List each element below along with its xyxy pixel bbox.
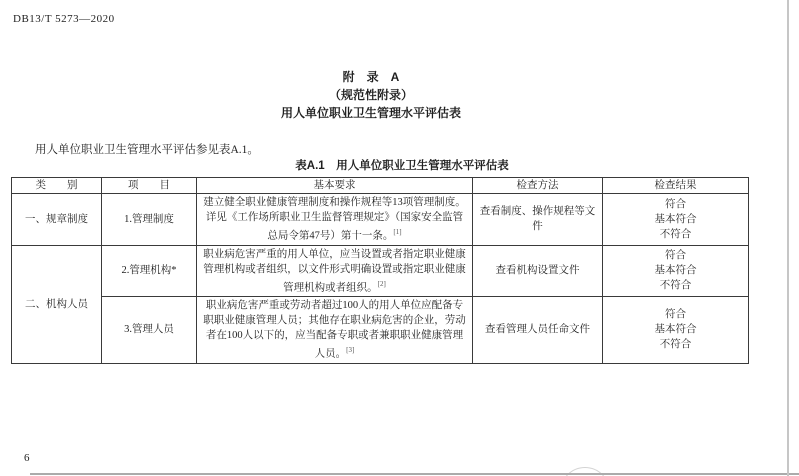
page-number: 6 [24,452,30,464]
header-result: 检查结果 [603,178,749,194]
standard-number: DB13/T 5273—2020 [13,13,115,25]
cell-method: 查看制度、操作规程等文件 [473,194,603,246]
result-option: 基本符合 [654,213,697,225]
cell-method: 查看机构设置文件 [473,245,603,297]
table-header-row [12,178,749,194]
cell-item: 3.管理人员 [102,297,197,364]
cell-result [603,245,749,297]
requirement-text: 职业病危害严重或劳动者超过100人的用人单位应配备专职职业健康管理人员；其他存在职业病危害的企业，劳动者在100人以下的，应当配备专职或者兼职职业健康管理人员。 [203,300,466,360]
cell-category-merged: 二、机构人员 [12,245,102,363]
table-row [12,297,749,364]
result-option: 符合 [665,198,686,210]
table-row [12,194,749,246]
appendix-table-name: 用人单位职业卫生管理水平评估表 [280,106,461,120]
cell-result [603,194,749,246]
appendix-heading [0,68,742,122]
table-caption: 表A.1 用人单位职业卫生管理水平评估表 [295,160,509,172]
result-option: 不符合 [659,228,692,240]
result-option: 不符合 [659,280,692,292]
cell-result [603,297,749,364]
footnote-ref: [1] [393,228,402,236]
table-row [12,245,749,297]
result-option: 基本符合 [654,265,697,277]
result-option: 基本符合 [654,324,697,336]
cell-method: 查看管理人员任命文件 [473,297,603,364]
cell-requirement [197,194,473,246]
footnote-ref: [2] [377,279,386,288]
cell-item: 1.管理制度 [102,194,197,246]
scan-edge-bottom [30,473,799,475]
header-item: 项 目 [102,178,197,194]
requirement-text: 建立健全职业健康管理制度和操作规程等13项管理制度。详见《工作场所职业卫生监督管理规定》（国家安全监管总局令第47号）第十一条。 [203,197,466,242]
header-category: 类 别 [12,178,102,194]
footnote-ref: [3] [346,346,355,354]
appendix-subtitle: （规范性附录） [328,88,413,102]
cell-requirement [197,245,473,297]
cell-item: 2.管理机构* [102,245,197,297]
cell-category: 一、规章制度 [12,194,102,246]
evaluation-table [11,177,749,364]
scan-edge-right [787,0,789,476]
intro-paragraph: 用人单位职业卫生管理水平评估参见表A.1。 [35,144,259,156]
appendix-title: 附 录 A [342,70,400,84]
result-option: 符合 [665,309,686,321]
header-requirement: 基本要求 [197,178,473,194]
requirement-text: 职业病危害严重的用人单位，应当设置或者指定职业健康管理机构或者组织，以文件形式明确设置或指定职业健康管理机构或者组织。 [203,248,466,293]
header-method: 检查方法 [473,178,603,194]
cell-requirement [197,297,473,364]
result-option: 符合 [665,250,686,262]
result-option: 不符合 [659,339,692,351]
